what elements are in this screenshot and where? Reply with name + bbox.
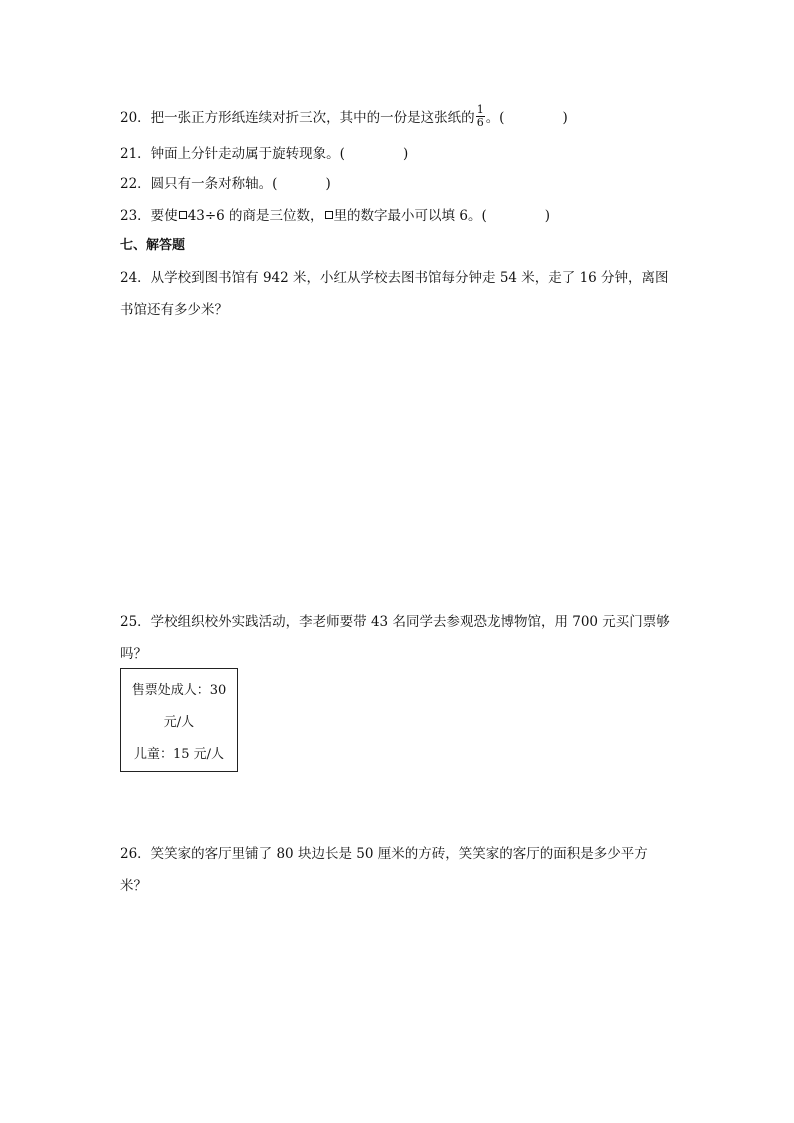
fraction [476, 104, 485, 129]
blank-square-icon [325, 211, 333, 219]
q20-close-paren: ) [562, 110, 568, 126]
ticket-line-adult: 售票处成人：30 [131, 683, 227, 698]
q21-close-paren: ) [402, 146, 409, 162]
q20-open-paren: 。( [485, 110, 505, 126]
section-heading: 七、解答题 [120, 238, 186, 253]
q23-text-middle: 43÷6 的商是三位数， [187, 208, 324, 224]
ticket-line-unit: 元/人 [163, 715, 195, 730]
q22-close-paren: ) [325, 176, 331, 192]
q22-text: 22．圆只有一条对称轴。( [120, 176, 278, 192]
question-25-line1: 25．学校组织校外实践活动，李老师要带 43 名同学去参观恐龙博物馆，用 700 元买门票够 [120, 614, 670, 630]
blank-square-icon [179, 211, 187, 219]
question-24-line2: 书馆还有多少米？ [120, 302, 228, 318]
question-23 [120, 206, 550, 226]
question-26-line1: 26．笑笑家的客厅里铺了 80 块边长是 50 厘米的方砖，笑笑家的客厅的面积是多少平方 [120, 846, 648, 862]
q23-text-end: 里的数字最小可以填 6。( [333, 208, 487, 224]
question-26-line2: 米？ [120, 878, 147, 894]
fraction-denominator: 6 [476, 116, 484, 129]
question-21 [120, 144, 408, 164]
question-25-line2: 吗？ [120, 646, 147, 662]
q23-text-start: 23．要使 [120, 208, 178, 224]
q21-text: 21．钟面上分针走动属于旋转现象。( [120, 146, 345, 162]
q23-close-paren: ) [544, 208, 550, 224]
fraction-numerator: 1 [476, 103, 484, 116]
question-20 [120, 103, 568, 131]
question-22 [120, 174, 331, 194]
q20-text: 20．把一张正方形纸连续对折三次，其中的一份是这张纸的 [120, 110, 475, 126]
ticket-price-box [120, 668, 238, 772]
question-24-line1: 24．从学校到图书馆有 942 米，小红从学校去图书馆每分钟走 54 米，走了 16 分钟，离图 [120, 270, 669, 286]
ticket-line-child: 儿童：15 元/人 [133, 747, 225, 762]
